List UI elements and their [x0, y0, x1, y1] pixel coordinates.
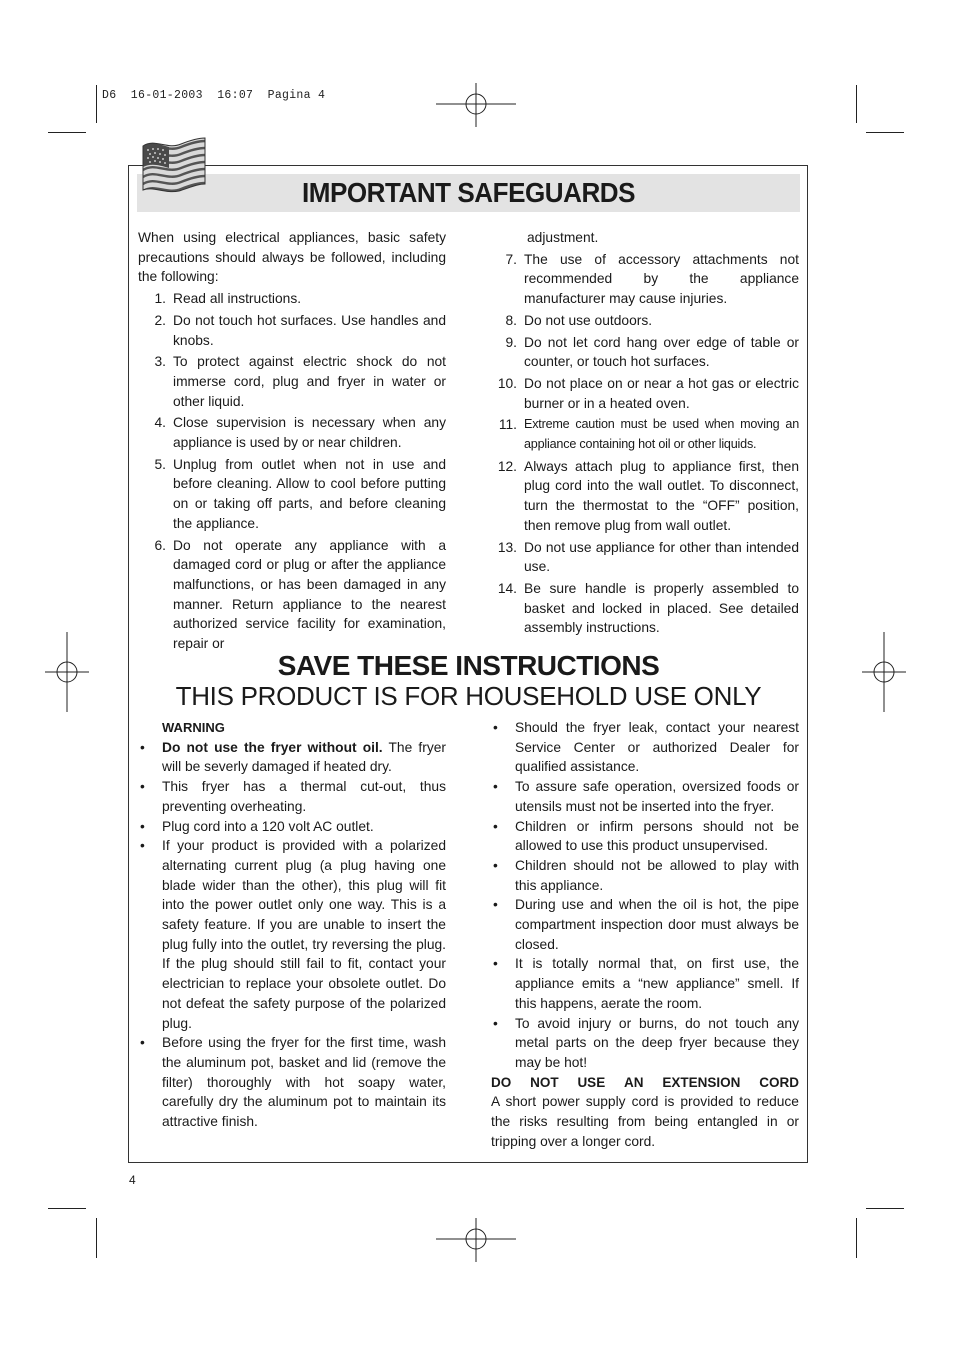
item-text: Unplug from outlet when not in use and before cleaning. Allow to cool before putting on or taking off parts, and before cleaning the appliance. — [173, 456, 446, 531]
list-item — [138, 1033, 446, 1132]
item-number: 9. — [505, 334, 517, 350]
item-number: 10. — [497, 375, 517, 391]
bullet-icon: • — [493, 956, 498, 972]
list-item — [491, 718, 799, 777]
item-text: Be sure handle is properly assembled to basket and locked in placed. See detailed assembly instructions. — [524, 580, 799, 636]
list-item — [489, 333, 799, 372]
page-title: IMPORTANT SAFEGUARDS — [301, 177, 636, 208]
item-text: Children or infirm persons should not be allowed to use this product unsupervised. — [515, 818, 799, 854]
warnings-list-right — [491, 718, 799, 1073]
extension-title-word: EXTENSION — [662, 1074, 741, 1090]
extension-title-word: CORD — [759, 1074, 799, 1090]
list-item — [489, 311, 799, 331]
list-item — [489, 374, 799, 413]
warning-first-bold: Do not use the fryer without oil. — [162, 739, 383, 755]
item-number: 7. — [505, 251, 517, 267]
item-text: The use of accessory attachments not recommended by the appliance manufacturer may cause injuries. — [524, 251, 799, 307]
item-text: Read all instructions. — [173, 291, 302, 307]
item-text: To protect against electric shock do not immerse cord, plug and fryer in water or other liquid. — [173, 354, 446, 409]
item-text: Plug cord into a 120 volt AC outlet. — [162, 818, 374, 834]
list-item — [489, 579, 799, 638]
registration-mark-right — [862, 632, 906, 712]
intro-text: When using electrical appliances, basic safety precautions should always be followed, including the following: — [138, 230, 446, 285]
bullet-icon: • — [140, 779, 145, 795]
bullet-icon: • — [493, 857, 498, 873]
item-text: Do not use outdoors. — [524, 312, 653, 328]
extension-title-word: DO — [491, 1074, 512, 1090]
item-text: Children should not be allowed to play with this appliance. — [515, 857, 799, 893]
bullet-icon: • — [493, 818, 498, 834]
household-use-subtitle: THIS PRODUCT IS FOR HOUSEHOLD USE ONLY — [175, 681, 762, 711]
bullet-icon: • — [493, 720, 498, 735]
item-number: 5. — [154, 456, 166, 472]
bullet-icon: • — [493, 897, 498, 913]
item-text: Always attach plug to appliance first, then plug cord into the wall outlet. To disconnect, turn the thermostat to the “OFF” position, then remove plug from wall outlet. — [524, 458, 799, 533]
item-text: Do not use appliance for other than intended use. — [524, 539, 799, 575]
extension-title-word: NOT — [530, 1074, 559, 1090]
registration-mark-top — [436, 83, 516, 127]
item-text: Do not touch hot surfaces. Use handles and knobs. — [173, 312, 446, 348]
item-text: This fryer has a thermal cut-out, thus preventing overheating. — [162, 779, 446, 814]
list-item — [491, 856, 799, 895]
item-text: It is totally normal that, on first use, the appliance emits a “new appliance” smell. If this happens, aerate the room. — [515, 956, 799, 1011]
item-number: 4. — [154, 415, 166, 431]
item-text: Do not operate any appliance with a damaged cord or plug or after the appliance malfunctions, or has been damaged in any manner. Return appliance to the nearest authorized service facility for examination, repair or — [173, 537, 446, 652]
list-item — [138, 455, 446, 534]
item-text: Extreme caution must be used when moving an appliance containing hot oil or other liquids. — [524, 417, 799, 452]
list-item — [138, 413, 446, 452]
warnings-left-column — [138, 718, 446, 1132]
warning-label: WARNING — [162, 720, 225, 735]
list-item — [138, 352, 446, 411]
save-instructions-title: SAVE THESE INSTRUCTIONS — [277, 650, 660, 681]
bullet-icon: • — [493, 779, 498, 795]
item-text: Should the fryer leak, contact your nearest Service Center or authorized Dealer for qualified assistance. — [515, 720, 799, 775]
item-number: 11. — [498, 417, 517, 433]
safeguards-list-left — [138, 289, 446, 654]
item-number: 13. — [497, 539, 517, 555]
extension-cord-title — [491, 1073, 799, 1093]
list-item — [138, 311, 446, 350]
item-text: To assure safe operation, oversized foods or utensils must not be inserted into the fryer. — [515, 779, 799, 814]
list-item — [138, 836, 446, 1033]
item-text: Do not let cord hang over edge of table or counter, or touch hot surfaces. — [524, 334, 799, 370]
item-text: Close supervision is necessary when any appliance is used by or near children. — [173, 415, 446, 451]
list-item: • Do not use the fryer without oil. The fryer will be severly damaged if heated dry. — [140, 739, 446, 775]
item-number: 2. — [154, 312, 166, 328]
list-item — [138, 777, 446, 816]
bullet-icon: • — [140, 1035, 145, 1051]
list-item — [491, 895, 799, 954]
registration-mark-bottom — [436, 1218, 516, 1262]
list-item — [489, 415, 799, 454]
extension-cord-text: A short power supply cord is provided to reduce the risks resulting from being entangled in or tripping over a longer cord. — [491, 1094, 799, 1149]
list-item — [489, 250, 799, 309]
bullet-icon: • — [140, 818, 145, 834]
warning-first-rest: The fryer will be severly damaged if heated dry. — [162, 739, 446, 775]
item-text: Do not place on or near a hot gas or electric burner or in a heated oven. — [524, 375, 799, 411]
list-item — [138, 289, 446, 309]
extension-title-word: AN — [624, 1074, 644, 1090]
list-item — [138, 817, 446, 837]
list-item — [489, 457, 799, 536]
item6-continuation: adjustment. — [527, 230, 599, 245]
item-number: 12. — [497, 458, 517, 474]
item-number: 6. — [154, 537, 166, 553]
safeguards-right-column — [489, 228, 799, 640]
item-text: During use and when the oil is hot, the pipe compartment inspection door must always be closed. — [515, 897, 799, 952]
list-item — [489, 538, 799, 577]
extension-title-word: USE — [577, 1074, 606, 1090]
print-info: D6 16-01-2003 16:07 Pagina 4 — [102, 89, 326, 102]
safeguards-left-column — [138, 228, 446, 656]
warnings-right-column — [491, 718, 799, 1151]
warnings-list-left — [138, 738, 446, 1132]
list-item — [491, 817, 799, 856]
page-number: 4 — [129, 1173, 136, 1187]
item-number: 8. — [505, 312, 517, 328]
item-text: If your product is provided with a polarized alternating current plug (a plug having one blade wider than the other), this plug will fit into the power outlet only one way. This is a safety feature. If you are unable to insert the plug fully into the outlet, try reversing the plug. If the plug should still fail to fit, contact your electrician to replace your obsolete outlet. Do not defeat the safety purpose of the polarized plug. — [162, 838, 446, 1031]
safeguards-list-right — [489, 250, 799, 638]
bullet-icon: • — [140, 838, 145, 854]
list-item — [491, 954, 799, 1013]
item-text: To avoid injury or burns, do not touch any metal parts on the deep fryer because they may be hot! — [515, 1015, 799, 1070]
bullet-icon: • — [493, 1015, 498, 1031]
item-number: 3. — [154, 354, 166, 370]
list-item — [491, 777, 799, 816]
list-item — [491, 1014, 799, 1073]
list-item — [138, 536, 446, 654]
registration-mark-left — [45, 632, 89, 712]
item-text: Before using the fryer for the first time, wash the aluminum pot, basket and lid (remove the filter) thoroughly with hot soapy water, carefully dry the aluminum pot to maintain its attractive finish. — [162, 1035, 446, 1130]
us-flag-icon — [141, 136, 207, 194]
item-number: 1. — [154, 291, 166, 307]
item-number: 14. — [497, 580, 517, 596]
